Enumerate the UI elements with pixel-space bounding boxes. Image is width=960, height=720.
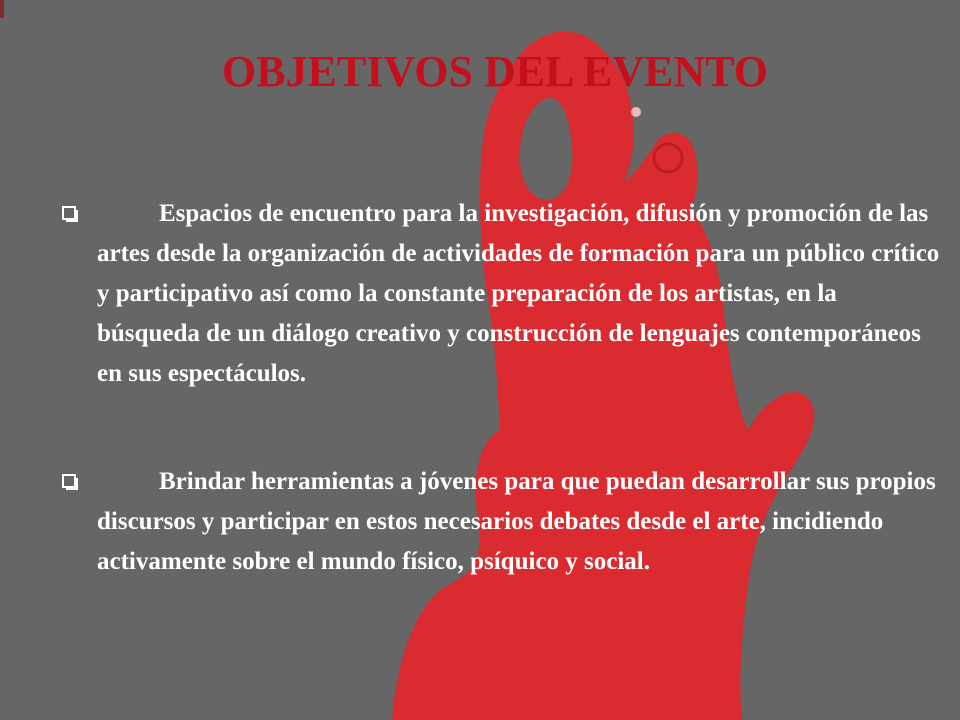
objective-bullet-1 [62,194,942,394]
slide-title: OBJETIVOS DEL EVENTO [221,47,769,96]
red-dot-ornament [631,107,641,117]
hollow-square-bullet-icon [62,206,79,223]
objective-text: Brindar herramientas a jóvenes para que puedan desarrollar sus propios discursos y participar en estos necesarios debates desde el arte, incidiendo activamente sobre el mundo físico, psíquico y social. [97,468,936,575]
left-edge-mark [0,0,4,18]
objective-bullet-2 [62,462,942,582]
hollow-square-bullet-icon [62,474,79,491]
objective-text: Espacios de encuentro para la investigación, difusión y promoción de las artes desde la organización de actividades de formación para un público crítico y participativo así como la constante preparación de los artistas, en la búsqueda de un diálogo creativo y construcción de lenguajes contemporáneos en sus espectáculos. [97,200,940,387]
